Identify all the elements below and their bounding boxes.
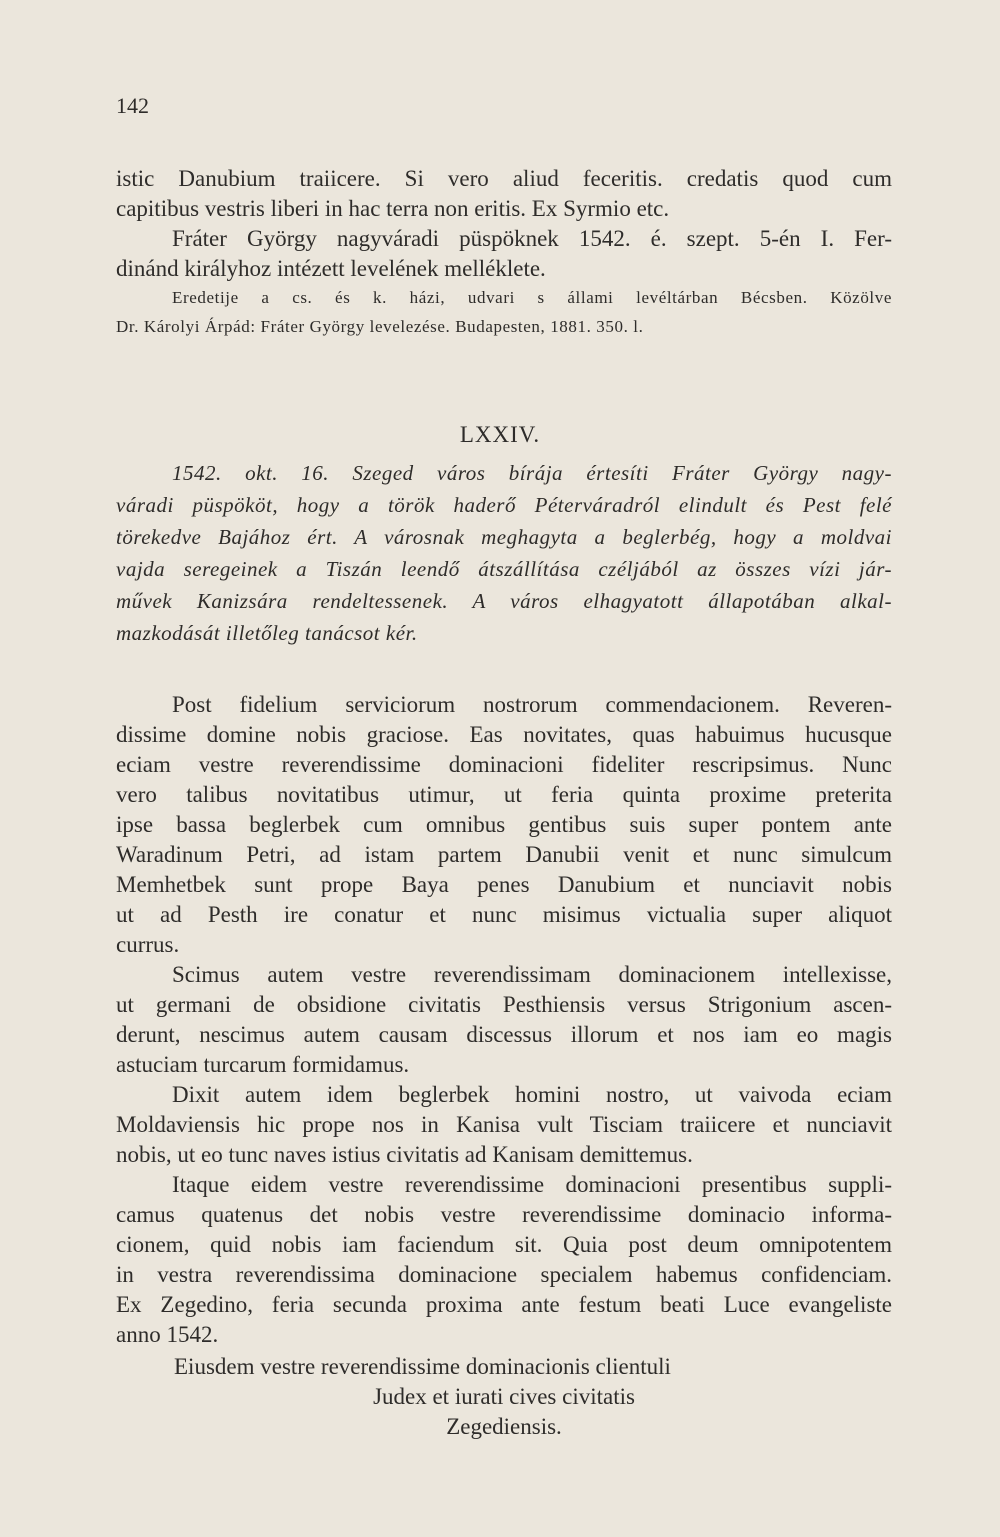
- summary-line: művek Kanizsára rendeltessenek. A város elhagyatott állapotában alkal-: [116, 589, 892, 613]
- body-line: anno 1542.: [116, 1322, 219, 1347]
- text-line: Fráter György nagyváradi püspöknek 1542. é. szept. 5-én I. Fer-: [172, 226, 892, 251]
- summary-line: törekedve Bajához ért. A városnak meghagyta a beglerbég, hogy a moldvai: [116, 525, 892, 549]
- body-line: nobis, ut eo tunc naves istius civitatis ad Kanisam demittemus.: [116, 1142, 693, 1167]
- body-line: Moldaviensis hic prope nos in Kanisa vult Tisciam traiicere et nunciavit: [116, 1112, 892, 1137]
- body-line: Itaque eidem vestre reverendissime dominacioni presentibus suppli-: [172, 1172, 892, 1197]
- body-line: ut germani de obsidione civitatis Pesthiensis versus Strigonium ascen-: [116, 992, 892, 1017]
- section-numeral: LXXIV.: [459, 422, 541, 447]
- source-note: [116, 283, 892, 341]
- closing-line: Zegediensis.: [446, 1414, 562, 1439]
- body-line: cionem, quid nobis iam faciendum sit. Quia post deum omnipotentem: [116, 1232, 892, 1257]
- body-line: camus quatenus det nobis vestre reverendissime dominacio informa-: [116, 1202, 892, 1227]
- letter-body: [116, 690, 892, 1350]
- body-line: ut ad Pesth ire conatur et nunc misimus victualia super aliquot: [116, 902, 892, 927]
- closing-line: Eiusdem vestre reverendissime dominacionis clientuli: [174, 1354, 671, 1379]
- body-line: Waradinum Petri, ad istam partem Danubii venit et nunc simulcum: [116, 842, 892, 867]
- body-line: dissime domine nobis graciose. Eas novitates, quas habuimus hucusque: [116, 722, 892, 747]
- body-line: vero talibus novitatibus utimur, ut feria quinta proxime preterita: [116, 782, 892, 807]
- text-line: dinánd királyhoz intézett levelének melléklete.: [116, 256, 546, 281]
- body-line: ipse bassa beglerbek cum omnibus gentibus suis super pontem ante: [116, 812, 892, 837]
- text-line: capitibus vestris liberi in hac terra non eritis. Ex Syrmio etc.: [116, 196, 670, 221]
- body-line: astuciam turcarum formidamus.: [116, 1052, 410, 1077]
- body-line: Post fidelium serviciorum nostrorum commendacionem. Reveren-: [172, 692, 892, 717]
- closing-line: Judex et iurati cives civitatis: [373, 1384, 635, 1409]
- body-line: Dixit autem idem beglerbek homini nostro, ut vaivoda eciam: [172, 1082, 892, 1107]
- note-line: Eredetije a cs. és k. házi, udvari s állami levéltárban Bécsben. Közölve: [172, 288, 892, 307]
- summary-line: 1542. okt. 16. Szeged város bírája értesíti Fráter György nagy-: [172, 461, 892, 485]
- summary-line: mazkodását illetőleg tanácsot kér.: [116, 621, 418, 645]
- summary-line: vajda seregeinek a Tiszán leendő átszállítása czéljából az összes vízi jár-: [116, 557, 892, 581]
- opening-text: [116, 164, 892, 284]
- page-number: 142: [116, 93, 149, 118]
- summary-line: váradi püspököt, hogy a török haderő Péterváradról elindult és Pest felé: [116, 493, 892, 517]
- body-line: derunt, nescimus autem causam discessus illorum et nos iam eo magis: [116, 1022, 892, 1047]
- body-line: Scimus autem vestre reverendissimam dominacionem intellexisse,: [172, 962, 892, 987]
- note-line: Dr. Károlyi Árpád: Fráter György levelezése. Budapesten, 1881. 350. l.: [116, 317, 644, 336]
- closing-signature: [116, 1352, 892, 1442]
- body-line: Ex Zegedino, feria secunda proxima ante festum beati Luce evangeliste: [116, 1292, 892, 1317]
- body-line: Memhetbek sunt prope Baya penes Danubium et nunciavit nobis: [116, 872, 892, 897]
- body-line: currus.: [116, 932, 180, 957]
- body-line: eciam vestre reverendissime dominacioni fideliter rescripsimus. Nunc: [116, 752, 892, 777]
- text-line: istic Danubium traiicere. Si vero aliud feceritis. credatis quod cum: [116, 166, 892, 191]
- body-line: in vestra reverendissima dominacione specialem habemus confidenciam.: [116, 1262, 892, 1287]
- document-summary: [116, 457, 892, 649]
